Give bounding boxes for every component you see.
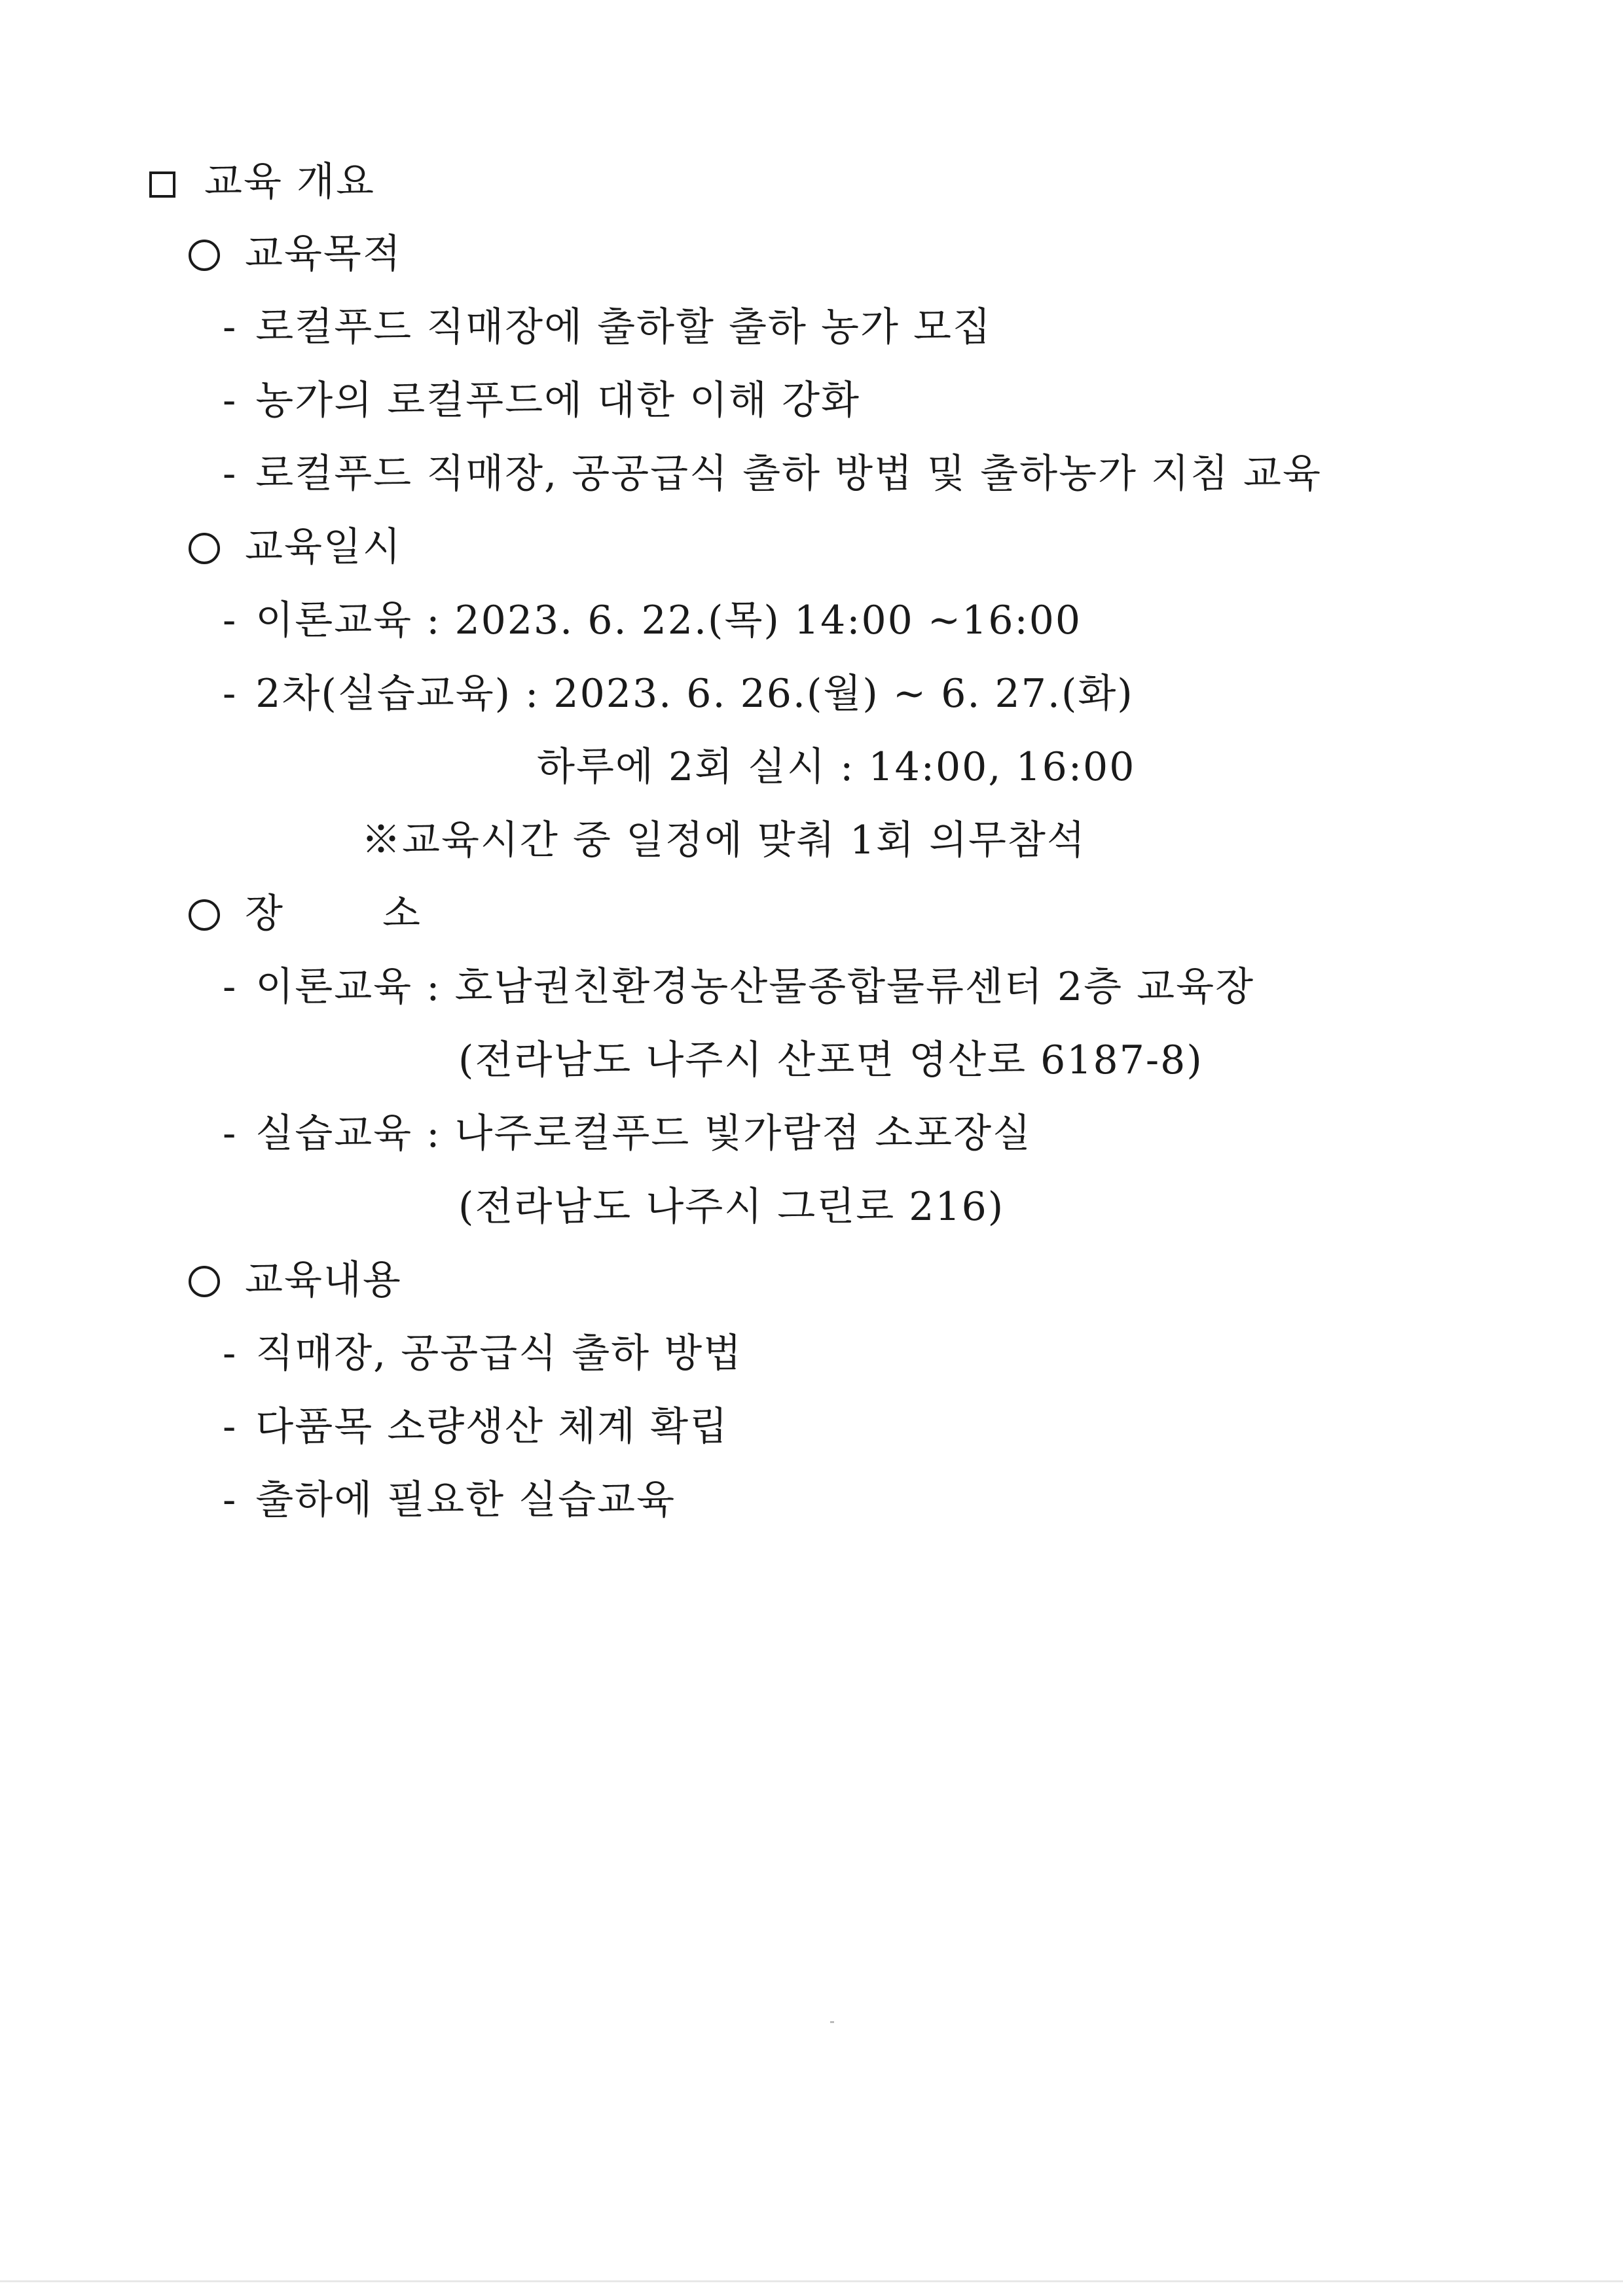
venue-label-second: 소 bbox=[382, 891, 422, 937]
circle-bullet-icon bbox=[189, 533, 220, 564]
venue-label-first: 장 bbox=[245, 891, 284, 937]
schedule-practice-text: 2차(실습교육) : 2023. 6. 26.(월) ~ 6. 27.(화) bbox=[255, 671, 1134, 717]
dash-bullet: - bbox=[223, 671, 238, 717]
schedule-theory bbox=[223, 594, 1082, 647]
purpose-item-text: 로컬푸드 직매장에 출하할 출하 농가 모집 bbox=[255, 304, 992, 350]
venue-theory-address: (전라남도 나주시 산포면 영산로 6187-8) bbox=[458, 1037, 1203, 1083]
purpose-label: 교육목적 bbox=[245, 231, 402, 277]
dash-bullet: - bbox=[223, 451, 238, 497]
venue-practice-address: (전라남도 나주시 그린로 216) bbox=[458, 1184, 1005, 1230]
venue-practice-text: 실습교육 : 나주로컬푸드 빛가람점 소포장실 bbox=[255, 1111, 1032, 1157]
dash-bullet: - bbox=[223, 1331, 238, 1376]
content-heading bbox=[189, 1254, 402, 1306]
content-item bbox=[223, 1327, 742, 1380]
purpose-item bbox=[223, 448, 1322, 500]
schedule-note: ※교육시간 중 일정에 맞춰 1회 의무참석 bbox=[361, 817, 1086, 863]
dash-bullet: - bbox=[223, 1111, 238, 1157]
dash-bullet: - bbox=[223, 1477, 238, 1523]
dash-bullet: - bbox=[223, 964, 238, 1010]
dash-bullet: - bbox=[223, 304, 238, 350]
dash-bullet: - bbox=[223, 598, 238, 643]
venue-theory bbox=[223, 961, 1254, 1013]
schedule-practice-times: 하루에 2회 실시 : 14:00, 16:00 bbox=[537, 744, 1136, 790]
purpose-heading bbox=[189, 228, 402, 280]
content-label: 교육내용 bbox=[245, 1257, 402, 1303]
circle-bullet-icon bbox=[189, 240, 220, 271]
venue-practice bbox=[223, 1107, 1032, 1160]
schedule-practice bbox=[223, 668, 1134, 720]
content-item-text: 다품목 소량생산 체계 확립 bbox=[255, 1404, 729, 1450]
schedule-theory-text: 이론교육 : 2023. 6. 22.(목) 14:00 ~16:00 bbox=[255, 598, 1082, 643]
purpose-item-text: 농가의 로컬푸드에 대한 이해 강화 bbox=[255, 378, 861, 423]
schedule-label: 교육일시 bbox=[245, 524, 402, 570]
circle-bullet-icon bbox=[189, 899, 220, 931]
square-bullet-icon bbox=[149, 171, 175, 198]
content-item-text: 직매장, 공공급식 출하 방법 bbox=[255, 1331, 743, 1376]
circle-bullet-icon bbox=[189, 1266, 220, 1297]
content-item bbox=[223, 1401, 729, 1453]
section-header bbox=[149, 156, 375, 208]
purpose-item-text: 로컬푸드 직매장, 공공급식 출하 방법 및 출하농가 지침 교육 bbox=[255, 451, 1322, 497]
purpose-item bbox=[223, 301, 992, 353]
schedule-heading bbox=[189, 521, 402, 573]
dash-bullet: - bbox=[223, 378, 238, 423]
section-title: 교육 개요 bbox=[204, 159, 375, 205]
bottom-rule bbox=[0, 2280, 1623, 2282]
scan-speck bbox=[830, 2021, 834, 2023]
content-item-text: 출하에 필요한 실습교육 bbox=[255, 1477, 676, 1523]
dash-bullet: - bbox=[223, 1404, 238, 1450]
venue-theory-text: 이론교육 : 호남권친환경농산물종합물류센터 2층 교육장 bbox=[255, 964, 1255, 1010]
purpose-item bbox=[223, 374, 860, 427]
content-item bbox=[223, 1474, 676, 1526]
venue-heading bbox=[189, 888, 422, 940]
